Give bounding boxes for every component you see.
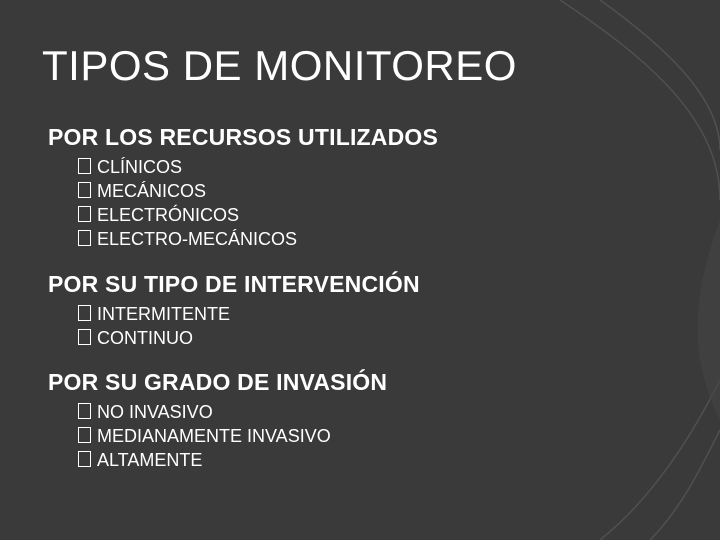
list-item-label: NO INVASIVO bbox=[97, 402, 213, 422]
list-item bbox=[78, 227, 438, 251]
square-bullet-icon bbox=[78, 158, 91, 174]
square-bullet-icon bbox=[78, 206, 91, 222]
square-bullet-icon bbox=[78, 230, 91, 246]
list-item-label: ELECTRO-MECÁNICOS bbox=[97, 229, 298, 249]
list-item bbox=[78, 155, 438, 179]
list-item-label: CLÍNICOS bbox=[97, 157, 183, 177]
square-bullet-icon bbox=[78, 305, 91, 321]
section-invasion bbox=[48, 369, 387, 472]
list-item bbox=[78, 326, 420, 350]
section-recursos bbox=[48, 124, 438, 251]
bullet-list bbox=[78, 302, 420, 350]
slide-title: TIPOS DE MONITOREO bbox=[42, 42, 517, 89]
list-item-label: CONTINUO bbox=[97, 328, 193, 348]
section-intervencion bbox=[48, 271, 420, 350]
section-heading: POR SU TIPO DE INTERVENCIÓN bbox=[48, 271, 420, 297]
square-bullet-icon bbox=[78, 427, 91, 443]
list-item bbox=[78, 424, 387, 448]
list-item-label: INTERMITENTE bbox=[97, 304, 230, 324]
list-item bbox=[78, 302, 420, 326]
square-bullet-icon bbox=[78, 451, 91, 467]
list-item-label: ALTAMENTE bbox=[97, 450, 203, 470]
bullet-list bbox=[78, 400, 387, 472]
section-heading: POR LOS RECURSOS UTILIZADOS bbox=[48, 124, 439, 150]
list-item-label: MECÁNICOS bbox=[97, 181, 207, 201]
list-item-label: MEDIANAMENTE INVASIVO bbox=[97, 426, 331, 446]
square-bullet-icon bbox=[78, 403, 91, 419]
list-item bbox=[78, 400, 387, 424]
list-item-label: ELECTRÓNICOS bbox=[97, 205, 240, 225]
section-heading: POR SU GRADO DE INVASIÓN bbox=[48, 369, 388, 395]
square-bullet-icon bbox=[78, 329, 91, 345]
list-item bbox=[78, 179, 438, 203]
list-item bbox=[78, 203, 438, 227]
list-item bbox=[78, 448, 387, 472]
square-bullet-icon bbox=[78, 182, 91, 198]
bullet-list bbox=[78, 155, 438, 251]
